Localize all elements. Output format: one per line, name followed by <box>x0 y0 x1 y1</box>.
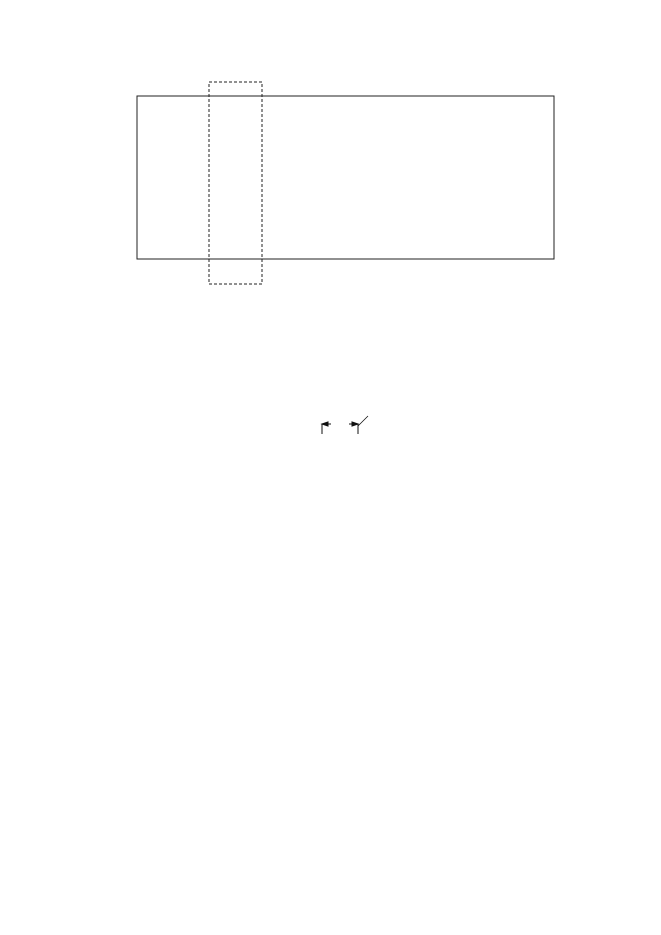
figure-a6-chart <box>0 400 661 630</box>
figure-a5-chart <box>0 0 661 300</box>
figure-a5-selection-box <box>209 82 262 284</box>
figure-a6-dimension-arrows <box>322 416 368 434</box>
figure-a5-plot-frame <box>137 96 554 259</box>
